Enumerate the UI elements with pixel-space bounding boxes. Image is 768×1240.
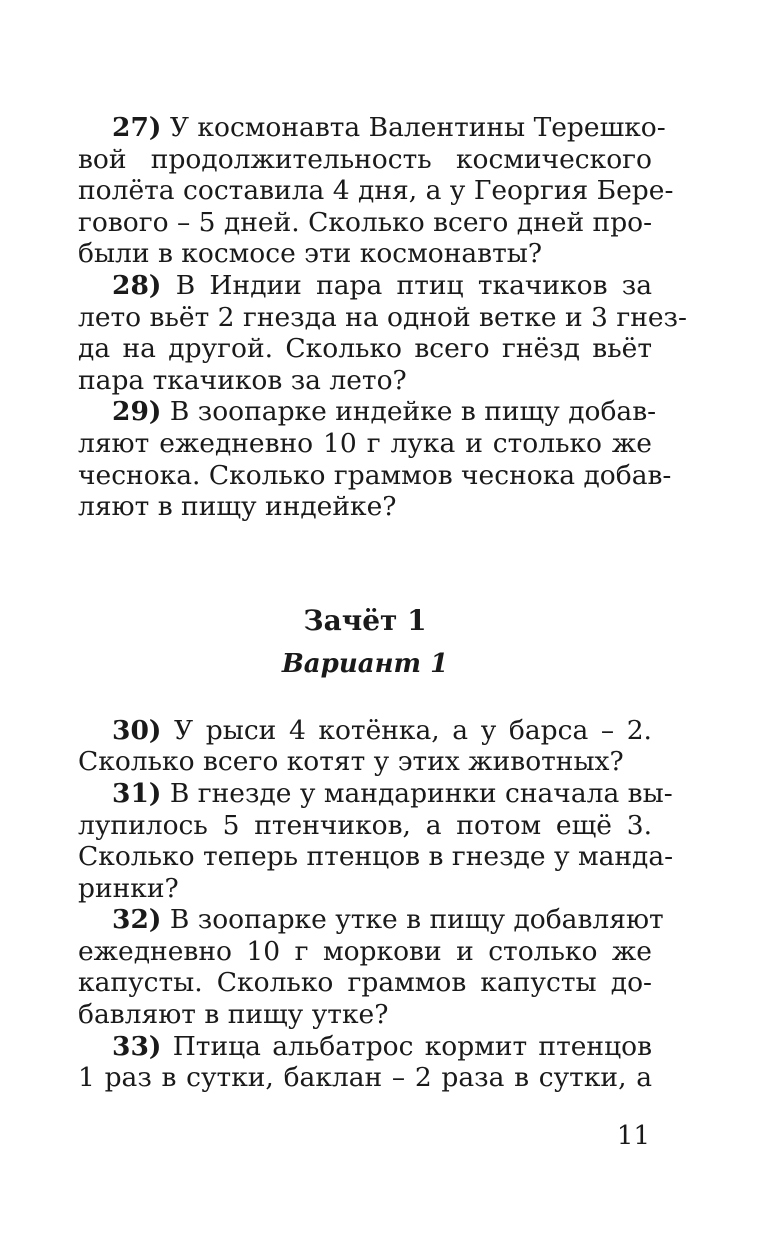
problem-line: да на другой. Сколько всего гнёзд вьёт [78,333,652,365]
problem-line: 29) В зоопарке индейке в пищу добав- [112,396,657,428]
page-number: 11 [616,1121,650,1151]
problem-line: лупилось 5 птенчиков, а потом ещё 3. [78,809,652,841]
page-content [78,112,687,1094]
problem-line: бавляют в пищу утке? [78,999,389,1031]
problem-number: 29) [112,396,162,428]
problem-line: Сколько теперь птенцов в гнезде у манда- [78,841,674,873]
problem-line: 32) В зоопарке утке в пищу добавляют [112,904,664,936]
problem-line: ляют ежедневно 10 г лука и столько же [78,427,652,459]
problem-line: гового – 5 дней. Сколько всего дней про- [78,206,653,238]
problem-number: 28) [112,269,162,301]
problem-line: были в космосе эти космонавты? [78,238,543,270]
section-title: Зачёт 1 [303,603,427,637]
problem-31 [78,777,674,904]
problem-line: ляют в пищу индейке? [78,491,397,523]
heading-spacer [78,681,652,715]
problem-line: ежедневно 10 г моркови и столько же [78,935,652,967]
problem-33 [78,1031,652,1094]
problem-line: чеснока. Сколько граммов чеснока добав- [78,459,672,491]
problem-32 [78,904,664,1031]
problem-line: капусты. Сколько граммов капусты до- [78,967,652,999]
problem-line: вой продолжительность космического [78,143,652,175]
problem-number: 33) [112,1030,162,1062]
variant-title: Вариант 1 [281,648,449,679]
problem-number: 31) [112,777,162,809]
problem-30 [78,715,652,778]
problem-number: 30) [112,714,162,746]
problem-line: 27) У космонавта Валентины Терешко- [112,112,666,143]
problem-number: 27) [112,112,162,143]
problem-number: 32) [112,904,162,936]
problem-line: ринки? [78,872,179,904]
problem-line: пара ткачиков за лето? [78,364,407,396]
problem-29 [78,396,672,523]
problem-line: полёта составила 4 дня, а у Георгия Бере- [78,175,674,207]
problem-line: 28) В Индии пара птиц ткачиков за [112,269,652,301]
problem-line: лето вьёт 2 гнезда на одной ветке и 3 гнез- [78,301,687,333]
problem-line: 1 раз в сутки, баклан – 2 раза в сутки, а [78,1062,652,1094]
problem-line: 33) Птица альбатрос кормит птенцов [112,1030,652,1062]
problem-line: Сколько всего котят у этих животных? [78,746,624,778]
problem-28 [78,269,687,396]
problem-27 [78,112,674,270]
problem-line: 31) В гнезде у мандаринки сначала вы- [112,777,673,809]
heading-spacer [78,639,652,647]
section-spacer [78,523,652,603]
problem-line: 30) У рыси 4 котёнка, а у барса – 2. [112,714,652,746]
